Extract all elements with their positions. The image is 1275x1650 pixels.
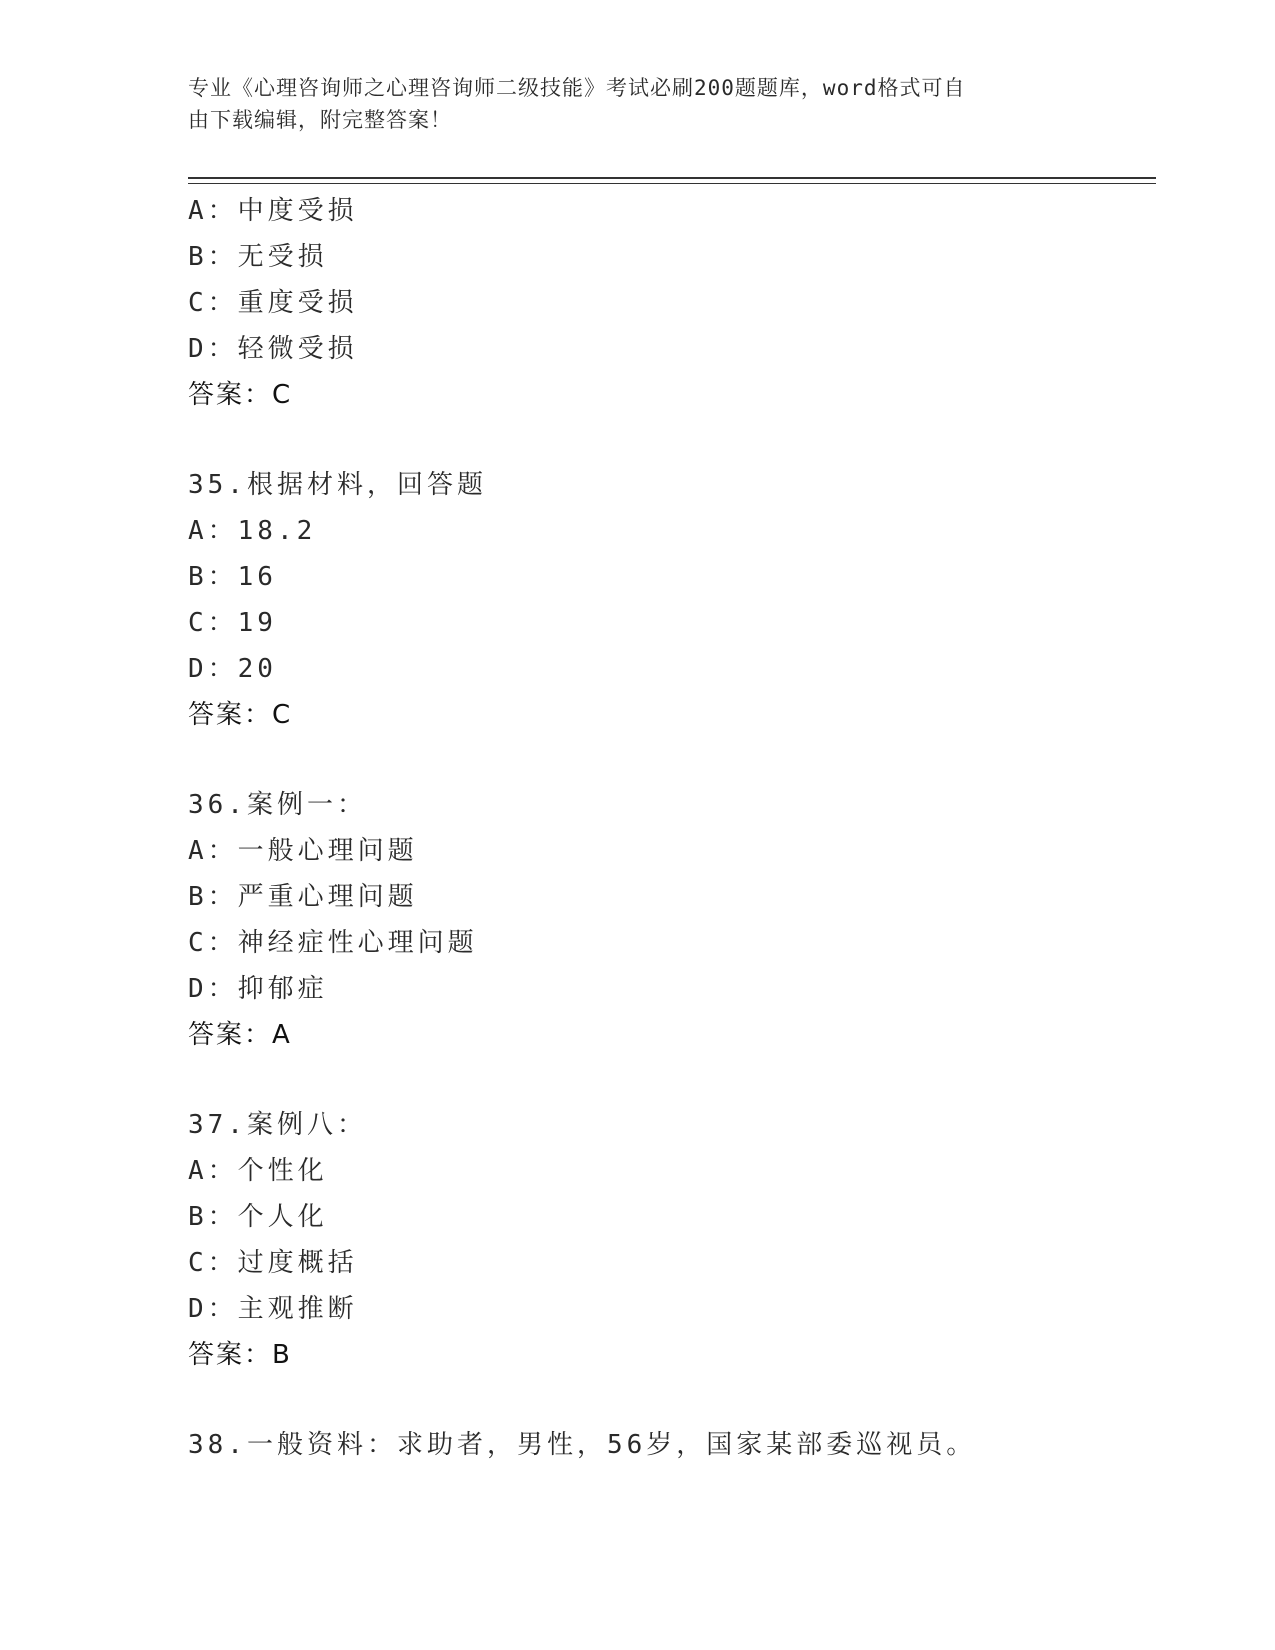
document-header (188, 72, 1068, 136)
option-c: C：过度概括 (188, 1248, 358, 1278)
option-c: C：重度受损 (188, 288, 358, 318)
option-d: D：抑郁症 (188, 974, 328, 1004)
question-text: 38.一般资料：求助者，男性，56岁，国家某部委巡视员。 (188, 1430, 977, 1460)
question-block (188, 1422, 1156, 1468)
option-b: B：16 (188, 562, 277, 592)
option-a: A：中度受损 (188, 196, 358, 226)
question-block (188, 782, 1156, 1058)
header-line-2: 由下载编辑，附完整答案！ (188, 108, 452, 132)
option-b: B：个人化 (188, 1202, 328, 1232)
question-block (188, 462, 1156, 738)
question-block (188, 1102, 1156, 1378)
option-d: D：20 (188, 654, 277, 684)
header-line-1: 专业《心理咨询师之心理咨询师二级技能》考试必刷200题题库，word格式可自 (188, 76, 966, 100)
answer-text: 答案：B (188, 1340, 292, 1370)
answer-text: 答案：C (188, 380, 293, 410)
option-a: A：一般心理问题 (188, 836, 418, 866)
option-a: A：个性化 (188, 1156, 328, 1186)
question-text: 35.根据材料，回答题 (188, 470, 487, 500)
question-text: 37.案例八： (188, 1110, 367, 1140)
option-b: B：无受损 (188, 242, 328, 272)
option-c: C：19 (188, 608, 277, 638)
option-b: B：严重心理问题 (188, 882, 418, 912)
option-c: C：神经症性心理问题 (188, 928, 478, 958)
header-divider-top (188, 177, 1156, 179)
answer-text: 答案：A (188, 1020, 292, 1050)
answer-text: 答案：C (188, 700, 293, 730)
option-a: A：18.2 (188, 516, 317, 546)
question-list (188, 188, 1156, 1468)
question-block (188, 188, 1156, 418)
question-text: 36.案例一： (188, 790, 367, 820)
option-d: D：主观推断 (188, 1294, 358, 1324)
option-d: D：轻微受损 (188, 334, 358, 364)
header-divider-bottom (188, 183, 1156, 184)
